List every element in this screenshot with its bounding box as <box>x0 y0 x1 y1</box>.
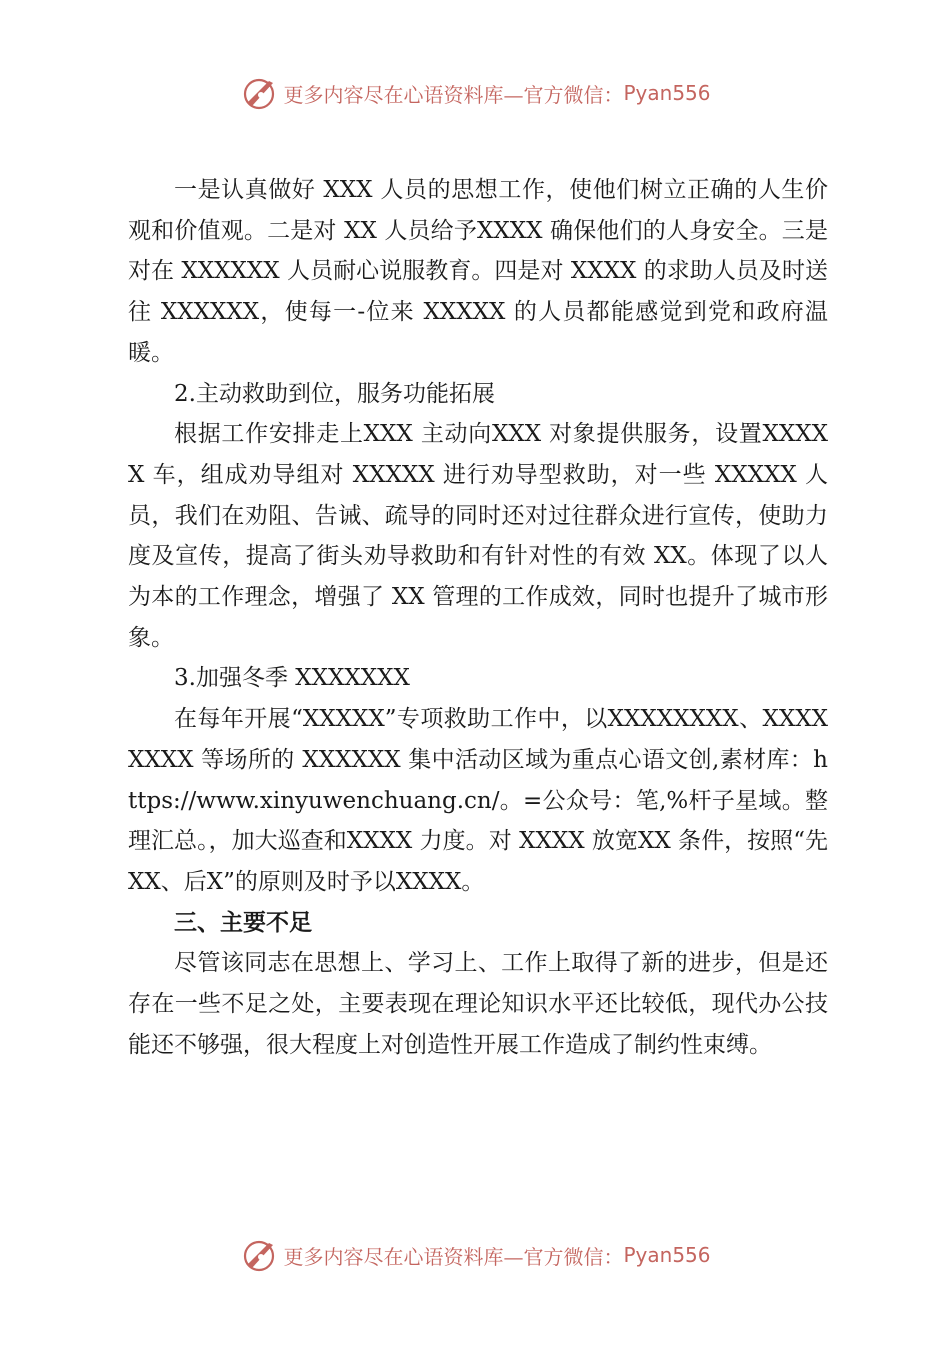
subheading-proactive-rescue: 2.主动救助到位，服务功能拓展 <box>174 380 495 407</box>
paragraph-winter: 在每年开展“XXXXX”专项救助工作中，以XXXXXXXX、XXXXXXXX 等场所的 XXXXXX 集中活动区域为重点心语文创,素材库：https://www.xinyuwenchuang.cn/。=公众号：笔,%杆子星域。整理汇总。，加大巡查和XXXX 力度。对 XXXX 放宽XX 条件，按照“先 XX、后X”的原则及时予以XXXX。 <box>128 706 828 895</box>
paragraph-proactive-rescue: 根据工作安排走上XXX 主动向XXX 对象提供服务，设置XXXXX 车，组成劝导组对 XXXXX 进行劝导型救助，对一些 XXXXX 人员，我们在劝阻、告诫、疏导的同时还对过往群众进行宣传，使助力度及宣传，提高了街头劝导救助和有针对性的有效 XX。体现了以人为本的工作理念，增强了 XX 管理的工作成效，同时也提升了城市形象。 <box>128 421 828 651</box>
watermark-text: 更多内容尽在心语资料库—官方微信： <box>283 1244 624 1269</box>
paragraph-measures: 一是认真做好 XXX 人员的思想工作，使他们树立正确的人生价观和价值观。二是对 XX 人员给予XXXX 确保他们的人身安全。三是对在 XXXXXX 人员耐心说服教育。四是对 XXXX 的求助人员及时送往 XXXXXX，使每一-位来 XXXXX 的人员都能感觉到党和政府温暖。 <box>128 177 828 366</box>
footer-watermark <box>0 1233 950 1277</box>
pen-nib-logo-icon <box>239 73 279 113</box>
section-heading-shortcomings: 三、主要不足 <box>174 909 312 936</box>
watermark-text: 更多内容尽在心语资料库—官方微信： <box>283 82 624 107</box>
header-watermark <box>0 71 950 115</box>
watermark-handle: Pyan556 <box>623 1243 711 1267</box>
document-body <box>128 170 828 1065</box>
watermark-handle: Pyan556 <box>623 81 711 105</box>
paragraph-shortcomings: 尽管该同志在思想上、学习上、工作上取得了新的进步，但是还存在一些不足之处，主要表现在理论知识水平还比较低，现代办公技能还不够强，很大程度上对创造性开展工作造成了制约性束缚。 <box>128 950 828 1058</box>
pen-nib-logo-icon <box>239 1235 279 1275</box>
subheading-winter: 3.加强冬季 XXXXXXX <box>174 665 410 692</box>
